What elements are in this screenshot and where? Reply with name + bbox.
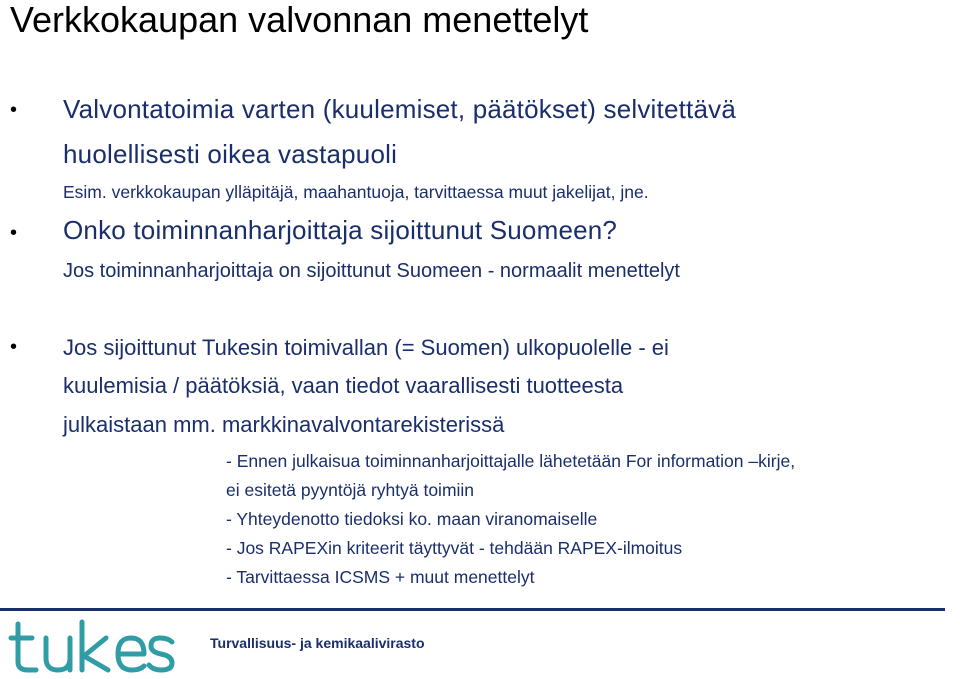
bullet-2: Onko toiminnanharjoittaja sijoittunut Suomeen? [63, 215, 618, 245]
bullet-3-line-2: kuulemisia / päätöksiä, vaan tiedot vaarallisesti tuotteesta [63, 373, 624, 398]
sub-item-1: - Ennen julkaisua toiminnanharjoittajalle lähetetään For information –kirje, [226, 451, 796, 471]
bullet-1-line-1: Valvontatoimia varten (kuulemiset, päätökset) selvitettävä [63, 94, 736, 124]
bullet-1-sub: Esim. verkkokaupan ylläpitäjä, maahantuoja, tarvittaessa muut jakelijat, jne. [63, 182, 649, 202]
sub-item-3: - Jos RAPEXin kriteerit täyttyvät - tehdään RAPEX-ilmoitus [226, 538, 683, 558]
bullet-2-sub: Jos toiminnanharjoittaja on sijoittunut Suomeen - normaalit menettelyt [63, 260, 680, 282]
sub-item-2: - Yhteydenotto tiedoksi ko. maan viranomaiselle [226, 509, 598, 529]
bullet-3-line-3: julkaistaan mm. markkinavalvontarekisterissä [63, 412, 505, 437]
sub-item-4: - Tarvittaessa ICSMS + muut menettelyt [226, 567, 535, 587]
tukes-logo [8, 618, 176, 676]
page-title: Verkkokaupan valvonnan menettelyt [10, 0, 589, 40]
sub-item-1-cont: ei esitetä pyyntöjä ryhtyä toimiin [226, 480, 475, 500]
bullet-3-line-1: Jos sijoittunut Tukesin toimivallan (= Suomen) ulkopuolelle - ei [63, 335, 669, 360]
agency-name: Turvallisuus- ja kemikaalivirasto [210, 635, 425, 651]
bullet-dot: • [10, 222, 18, 244]
bullet-1-line-2: huolellisesti oikea vastapuoli [63, 139, 398, 169]
bullet-dot: • [10, 99, 18, 121]
bullet-dot: • [10, 336, 18, 358]
footer-divider [0, 608, 945, 611]
